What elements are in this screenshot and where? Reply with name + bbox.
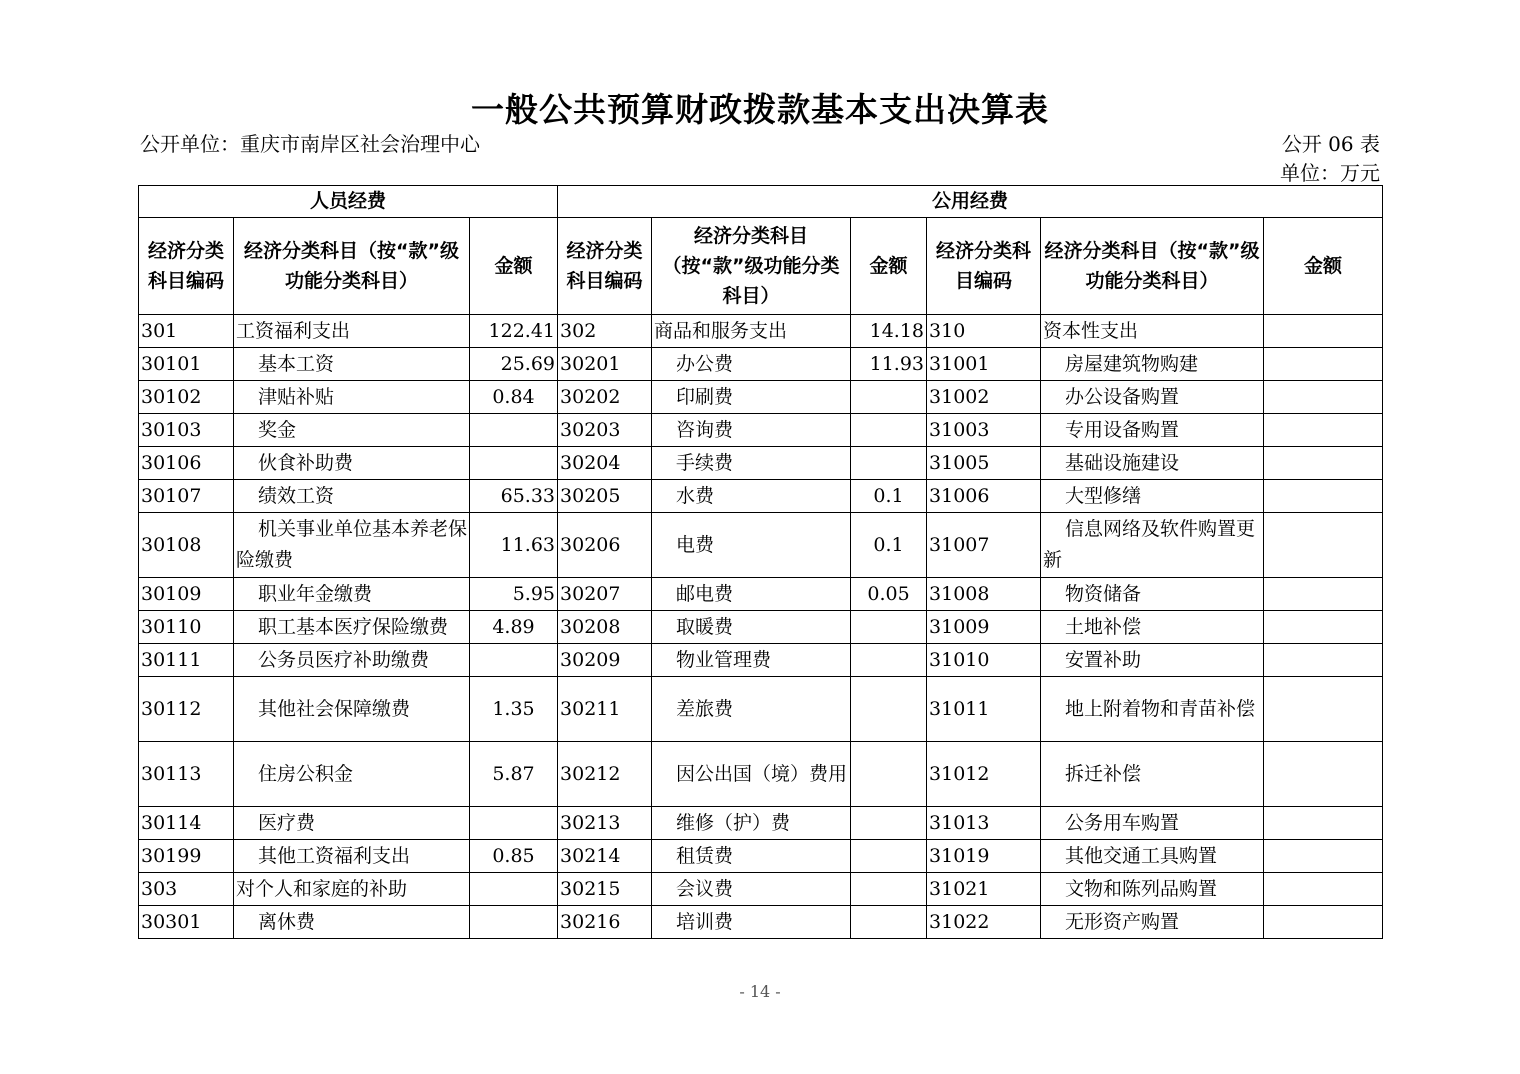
name-cell: 办公费 [652,348,851,381]
currency-unit: 单位：万元 [1280,161,1380,185]
reporting-unit: 公开单位：重庆市南岸区社会治理中心 [140,132,480,156]
amount-cell: 0.1 [851,480,927,513]
amount-cell [470,807,558,840]
amount-cell [1264,807,1383,840]
table-row [139,807,1383,840]
name-cell: 办公设备购置 [1041,381,1264,414]
amount-cell [1264,381,1383,414]
name-cell: 职工基本医疗保险缴费 [234,611,470,644]
amount-cell: 122.41 [470,315,558,348]
table-row [139,315,1383,348]
amount-cell: 0.1 [851,513,927,578]
name-cell: 工资福利支出 [234,315,470,348]
name-cell: 大型修缮 [1041,480,1264,513]
name-cell: 手续费 [652,447,851,480]
code-cell: 301 [139,315,234,348]
page-title: 一般公共预算财政拨款基本支出决算表 [471,90,1049,129]
header-amount: 金额 [1264,218,1383,315]
code-cell: 30111 [139,644,234,677]
code-cell: 30199 [139,840,234,873]
amount-cell [851,611,927,644]
table-row [139,873,1383,906]
name-cell: 专用设备购置 [1041,414,1264,447]
code-cell: 30201 [558,348,652,381]
name-cell: 拆迁补偿 [1041,742,1264,807]
code-cell: 30106 [139,447,234,480]
amount-cell [1264,315,1383,348]
table-row [139,414,1383,447]
name-cell: 医疗费 [234,807,470,840]
code-cell: 30301 [139,906,234,939]
amount-cell [1264,480,1383,513]
code-cell: 303 [139,873,234,906]
code-cell: 30110 [139,611,234,644]
amount-cell [1264,447,1383,480]
name-cell: 公务用车购置 [1041,807,1264,840]
amount-cell: 0.05 [851,578,927,611]
amount-cell [1264,578,1383,611]
name-cell: 奖金 [234,414,470,447]
name-cell: 文物和陈列品购置 [1041,873,1264,906]
amount-cell [470,906,558,939]
code-cell: 31022 [927,906,1041,939]
header-code: 经济分类科目编码 [139,218,234,315]
name-cell: 房屋建筑物购建 [1041,348,1264,381]
code-cell: 31002 [927,381,1041,414]
name-cell: 信息网络及软件购置更新 [1041,513,1264,578]
code-cell: 30212 [558,742,652,807]
header-amount: 金额 [851,218,927,315]
code-cell: 31021 [927,873,1041,906]
amount-cell: 11.63 [470,513,558,578]
code-cell: 30215 [558,873,652,906]
code-cell: 30214 [558,840,652,873]
table-row [139,578,1383,611]
amount-cell [851,807,927,840]
table-row [139,480,1383,513]
amount-cell: 0.84 [470,381,558,414]
name-cell: 地上附着物和青苗补偿 [1041,677,1264,742]
name-cell: 其他工资福利支出 [234,840,470,873]
code-cell: 30112 [139,677,234,742]
code-cell: 30113 [139,742,234,807]
name-cell: 取暖费 [652,611,851,644]
name-cell: 基础设施建设 [1041,447,1264,480]
code-cell: 30205 [558,480,652,513]
name-cell: 资本性支出 [1041,315,1264,348]
name-cell: 维修（护）费 [652,807,851,840]
amount-cell: 25.69 [470,348,558,381]
name-cell: 电费 [652,513,851,578]
amount-cell [470,873,558,906]
name-cell: 基本工资 [234,348,470,381]
amount-cell: 14.18 [851,315,927,348]
table-row [139,348,1383,381]
name-cell: 伙食补助费 [234,447,470,480]
name-cell: 职业年金缴费 [234,578,470,611]
amount-cell: 5.95 [470,578,558,611]
name-cell: 无形资产购置 [1041,906,1264,939]
expenditure-table [138,185,1383,939]
code-cell: 30203 [558,414,652,447]
name-cell: 土地补偿 [1041,611,1264,644]
name-cell: 物业管理费 [652,644,851,677]
amount-cell: 5.87 [470,742,558,807]
amount-cell: 11.93 [851,348,927,381]
amount-cell [851,906,927,939]
code-cell: 30107 [139,480,234,513]
code-cell: 31012 [927,742,1041,807]
header-name: 经济分类科目（按“款”级功能分类科目） [234,218,470,315]
code-cell: 31013 [927,807,1041,840]
name-cell: 印刷费 [652,381,851,414]
code-cell: 30108 [139,513,234,578]
code-cell: 30103 [139,414,234,447]
name-cell: 其他社会保障缴费 [234,677,470,742]
code-cell: 30202 [558,381,652,414]
amount-cell [851,447,927,480]
code-cell: 31019 [927,840,1041,873]
name-cell: 差旅费 [652,677,851,742]
code-cell: 31008 [927,578,1041,611]
amount-cell [1264,644,1383,677]
amount-cell [470,414,558,447]
table-row [139,644,1383,677]
code-cell: 302 [558,315,652,348]
name-cell: 离休费 [234,906,470,939]
amount-cell [851,742,927,807]
amount-cell [1264,840,1383,873]
header-code: 经济分类科目编码 [558,218,652,315]
amount-cell [1264,742,1383,807]
code-cell: 31003 [927,414,1041,447]
amount-cell: 1.35 [470,677,558,742]
amount-cell [851,644,927,677]
amount-cell [851,414,927,447]
code-cell: 30207 [558,578,652,611]
name-cell: 机关事业单位基本养老保险缴费 [234,513,470,578]
name-cell: 水费 [652,480,851,513]
amount-cell [851,873,927,906]
amount-cell [851,381,927,414]
amount-cell [851,840,927,873]
code-cell: 31001 [927,348,1041,381]
code-cell: 31010 [927,644,1041,677]
name-cell: 公务员医疗补助缴费 [234,644,470,677]
table-row [139,447,1383,480]
amount-cell [1264,513,1383,578]
table-row [139,381,1383,414]
code-cell: 31005 [927,447,1041,480]
name-cell: 商品和服务支出 [652,315,851,348]
table-row [139,611,1383,644]
page-number: - 14 - [739,982,781,1001]
form-number: 公开 06 表 [1281,132,1380,156]
amount-cell: 4.89 [470,611,558,644]
amount-cell [1264,677,1383,742]
code-cell: 30208 [558,611,652,644]
section-public: 公用经费 [558,186,1383,218]
name-cell: 邮电费 [652,578,851,611]
amount-cell [1264,414,1383,447]
amount-cell: 65.33 [470,480,558,513]
amount-cell [470,447,558,480]
header-name: 经济分类科目（按“款”级功能分类科目） [1041,218,1264,315]
header-code: 经济分类科目编码 [927,218,1041,315]
table-row [139,742,1383,807]
code-cell: 30102 [139,381,234,414]
code-cell: 30206 [558,513,652,578]
amount-cell [1264,906,1383,939]
name-cell: 其他交通工具购置 [1041,840,1264,873]
table-row [139,840,1383,873]
name-cell: 会议费 [652,873,851,906]
name-cell: 咨询费 [652,414,851,447]
header-amount: 金额 [470,218,558,315]
code-cell: 30204 [558,447,652,480]
name-cell: 安置补助 [1041,644,1264,677]
code-cell: 30109 [139,578,234,611]
amount-cell [851,677,927,742]
section-personnel: 人员经费 [139,186,558,218]
code-cell: 310 [927,315,1041,348]
code-cell: 30209 [558,644,652,677]
name-cell: 培训费 [652,906,851,939]
amount-cell [1264,611,1383,644]
code-cell: 31011 [927,677,1041,742]
name-cell: 租赁费 [652,840,851,873]
table-row [139,513,1383,578]
header-name: 经济分类科目（按“款”级功能分类科目） [652,218,851,315]
amount-cell: 0.85 [470,840,558,873]
code-cell: 30211 [558,677,652,742]
code-cell: 30216 [558,906,652,939]
table-row [139,677,1383,742]
name-cell: 因公出国（境）费用 [652,742,851,807]
code-cell: 30114 [139,807,234,840]
amount-cell [470,644,558,677]
name-cell: 物资储备 [1041,578,1264,611]
code-cell: 31009 [927,611,1041,644]
code-cell: 30101 [139,348,234,381]
code-cell: 31007 [927,513,1041,578]
name-cell: 住房公积金 [234,742,470,807]
code-cell: 31006 [927,480,1041,513]
name-cell: 对个人和家庭的补助 [234,873,470,906]
table-row [139,906,1383,939]
amount-cell [1264,873,1383,906]
amount-cell [1264,348,1383,381]
code-cell: 30213 [558,807,652,840]
name-cell: 津贴补贴 [234,381,470,414]
name-cell: 绩效工资 [234,480,470,513]
